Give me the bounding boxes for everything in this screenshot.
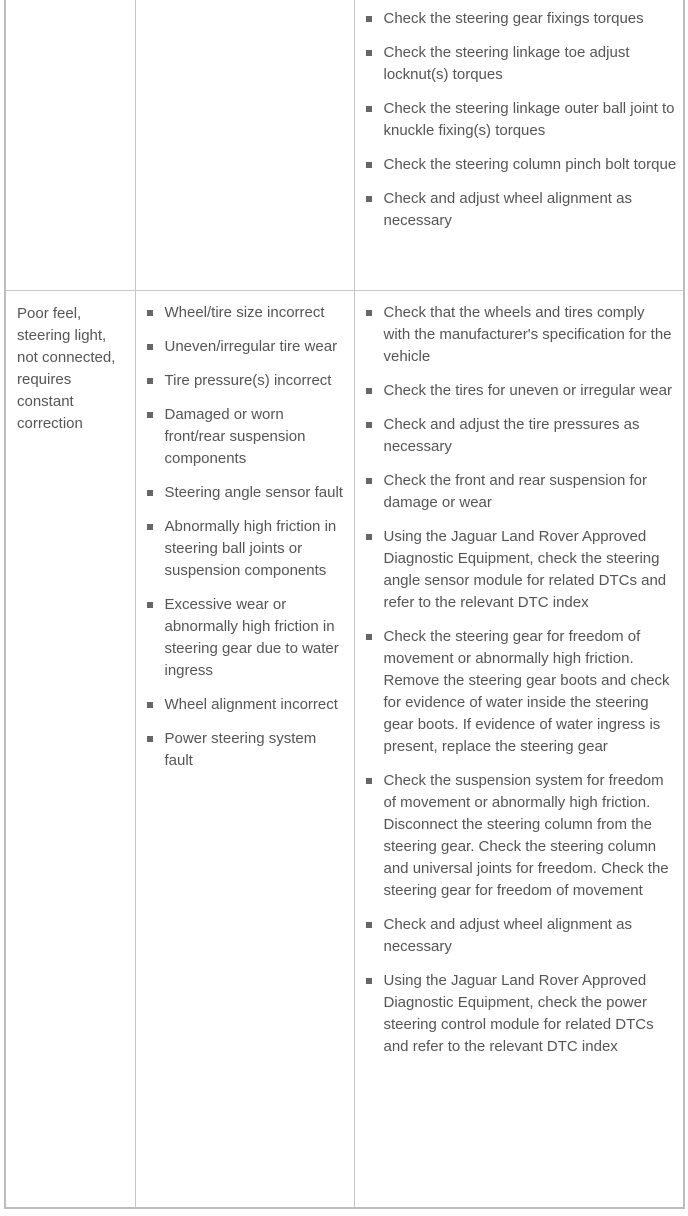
table-row: [5, 291, 684, 1209]
cause-list: [136, 291, 354, 772]
list-item: Check and adjust the tire pressures as necessary: [355, 414, 684, 458]
symptom-cell: [5, 0, 135, 291]
action-list: [355, 0, 684, 232]
list-item: Abnormally high friction in steering ball joints or suspension components: [136, 516, 354, 582]
symptom-text: [6, 0, 135, 10]
list-item: Check the steering linkage toe adjust locknut(s) torques: [355, 42, 684, 86]
list-item: Check that the wheels and tires comply with the manufacturer's specification for the vehicle: [355, 302, 684, 368]
list-item: Using the Jaguar Land Rover Approved Diagnostic Equipment, check the power steering control module for related DTCs and refer to the relevant DTC index: [355, 970, 684, 1058]
diagnosis-table: [4, 0, 685, 1209]
cause-cell: [135, 0, 354, 291]
table-row: [5, 0, 684, 291]
list-item: Wheel/tire size incorrect: [136, 302, 354, 324]
list-item: Check the front and rear suspension for damage or wear: [355, 470, 684, 514]
list-item: Check the steering linkage outer ball joint to knuckle fixing(s) torques: [355, 98, 684, 142]
list-item: Tire pressure(s) incorrect: [136, 370, 354, 392]
action-cell: [354, 291, 684, 1209]
list-item: Check the steering column pinch bolt torque: [355, 154, 684, 176]
list-item: Wheel alignment incorrect: [136, 694, 354, 716]
list-item: Check the tires for uneven or irregular wear: [355, 380, 684, 402]
list-item: Power steering system fault: [136, 728, 354, 772]
cause-cell: [135, 291, 354, 1209]
list-item: Check the suspension system for freedom of movement or abnormally high friction. Disconnect the steering column from the steering gear. Check the steering column and universal joints for freedom. Check the steering gear for freedom of movement: [355, 770, 684, 902]
list-item: Check the steering gear for freedom of movement or abnormally high friction. Remove the steering gear boots and check for evidence of water inside the steering gear boots. If evidence of water ingress is present, replace the steering gear: [355, 626, 684, 758]
action-cell: [354, 0, 684, 291]
list-item: Check and adjust wheel alignment as necessary: [355, 188, 684, 232]
list-item: Using the Jaguar Land Rover Approved Diagnostic Equipment, check the steering angle sensor module for related DTCs and refer to the relevant DTC index: [355, 526, 684, 614]
list-item: Steering angle sensor fault: [136, 482, 354, 504]
symptom-cell: [5, 291, 135, 1209]
list-item: Check and adjust wheel alignment as necessary: [355, 914, 684, 958]
symptom-text: Poor feel, steering light, not connected, requires constant correction: [17, 305, 116, 432]
list-item: Excessive wear or abnormally high friction in steering gear due to water ingress: [136, 594, 354, 682]
list-item: Damaged or worn front/rear suspension components: [136, 404, 354, 470]
action-list: [355, 291, 684, 1058]
list-item: Uneven/irregular tire wear: [136, 336, 354, 358]
list-item: Check the steering gear fixings torques: [355, 8, 684, 30]
